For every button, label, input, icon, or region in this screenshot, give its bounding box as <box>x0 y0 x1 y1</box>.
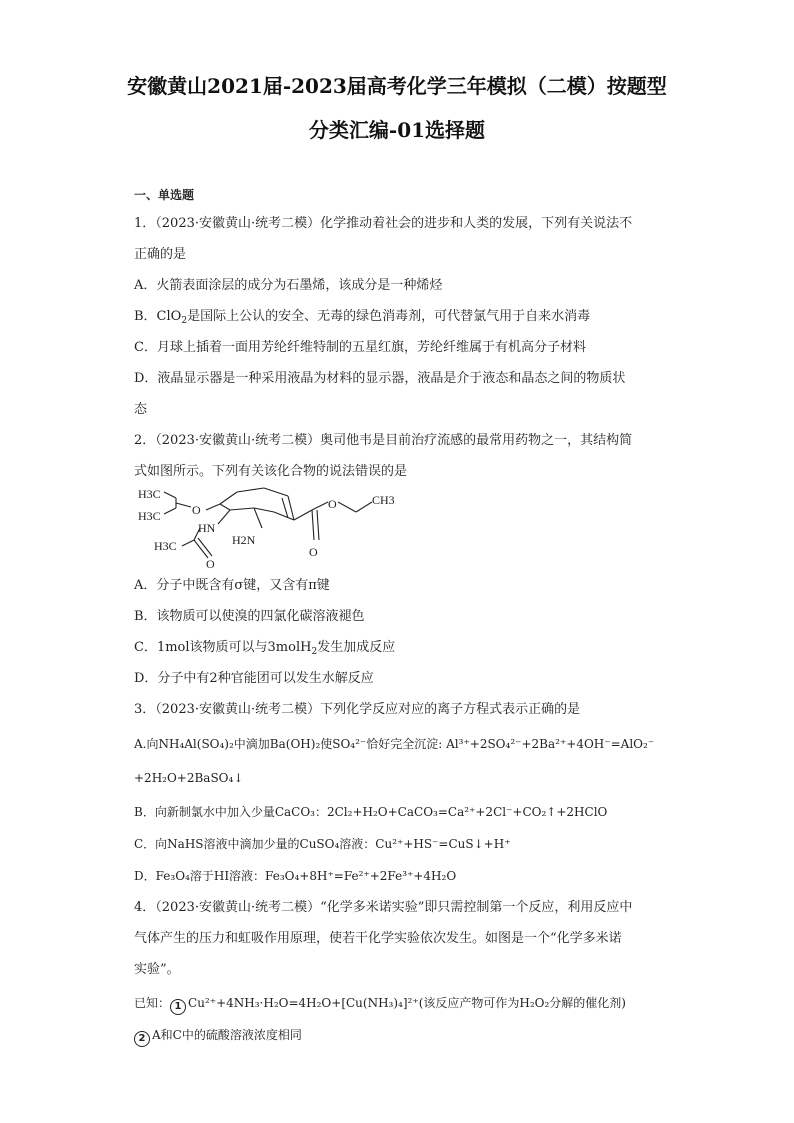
q1-option-c: C．月球上插着一面用芳纶纤维特制的五星红旗，芳纶纤维属于有机高分子材料 <box>134 340 586 355</box>
q3-option-c: C．向NaHS溶液中滴加少量的CuSO₄溶液：Cu²⁺+HS⁻=CuS↓+H⁺ <box>134 837 511 851</box>
circled-number-2: 2 <box>134 1031 150 1047</box>
structure-label-h3c-mid: H3C <box>138 509 161 523</box>
q2-option-c: C．1mol该物质可以与3molH$_2$发生加成反应 <box>134 640 396 657</box>
structure-label-h3c-top: H3C <box>138 487 161 501</box>
circled-number-1: 1 <box>170 999 186 1015</box>
q4-known-1: 已知： 1 Cu²⁺+4NH₃·H₂O=4H₂O+[Cu(NH₃)₄]²⁺(该反应产物可作为H₂O₂分解的催化剂) <box>134 995 626 1015</box>
q3-option-b: B．向新制氯水中加入少量CaCO₃：2Cl₂+H₂O+CaCO₃=Ca²⁺+2Cl⁻+CO₂↑+2HClO <box>134 805 608 819</box>
page-title-line1: 安徽黄山2021届-2023届高考化学三年模拟（二模）按题型 <box>127 74 667 98</box>
q3-option-d: D．Fe₃O₄溶于HI溶液：Fe₃O₄+8H⁺=Fe²⁺+2Fe³⁺+4H₂O <box>134 869 457 883</box>
q1-option-d-line1: D．液晶显示器是一种采用液晶为材料的显示器，液晶是介于液态和晶态之间的物质状 <box>134 371 626 386</box>
q1-stem-line2: 正确的是 <box>134 247 187 262</box>
q2-option-d: D．分子中有2种官能团可以发生水解反应 <box>134 671 374 686</box>
q4-stem-line2: 气体产生的压力和虹吸作用原理，使若干化学实验依次发生。如图是一个“化学多米诺 <box>134 931 622 946</box>
q1-option-b: B．ClO$_2$是国际上公认的安全、无毒的绿色消毒剂，可代替氯气用于自来水消毒 <box>134 309 591 326</box>
structure-label-hn: HN <box>198 521 216 535</box>
structure-label-ester-o: O <box>328 497 337 511</box>
q1-option-d-line2: 态 <box>134 402 148 417</box>
q1-option-a: A．火箭表面涂层的成分为石墨烯，该成分是一种烯烃 <box>134 278 443 293</box>
structure-label-h3c-bottom: H3C <box>154 539 177 553</box>
q3-option-a-line1: A.向NH₄Al(SO₄)₂中滴加Ba(OH)₂使SO₄²⁻恰好完全沉淀: Al³⁺+2SO₄²⁻+2Ba²⁺+4OH⁻=AlO₂⁻ <box>134 737 655 751</box>
q2-option-b: B．该物质可以使溴的四氯化碳溶液褪色 <box>134 609 365 624</box>
structure-label-h2n: H2N <box>232 533 256 547</box>
q4-stem-line3: 实验”。 <box>134 962 180 977</box>
q2-stem-line1: 2．（2023·安徽黄山·统考二模）奥司他韦是目前治疗流感的最常用药物之一，其结构简 <box>134 433 633 448</box>
oseltamivir-structure <box>134 484 424 570</box>
structure-label-amide-o: O <box>206 557 215 570</box>
page-title-line2: 分类汇编-01选择题 <box>308 118 486 142</box>
q2-stem-line2: 式如图所示。下列有关该化合物的说法错误的是 <box>134 464 408 479</box>
q4-known-2: 2 A和C中的硫酸溶液浓度相同 <box>134 1027 302 1047</box>
q3-option-a-line2: +2H₂O+2BaSO₄↓ <box>134 771 244 785</box>
structure-label-ether-o: O <box>192 503 201 517</box>
q4-stem-line1: 4．（2023·安徽黄山·统考二模）“化学多米诺实验”即只需控制第一个反应，利用反应中 <box>134 900 633 915</box>
q1-stem-line1: 1．（2023·安徽黄山·统考二模）化学推动着社会的进步和人类的发展，下列有关说法不 <box>134 216 633 231</box>
q2-option-a: A．分子中既含有σ键，又含有π键 <box>134 578 330 593</box>
structure-label-carbonyl-o: O <box>309 545 318 559</box>
q3-stem: 3．（2023·安徽黄山·统考二模）下列化学反应对应的离子方程式表示正确的是 <box>134 702 581 717</box>
section-heading: 一、单选题 <box>134 188 195 202</box>
structure-label-ch3: CH3 <box>372 493 395 507</box>
